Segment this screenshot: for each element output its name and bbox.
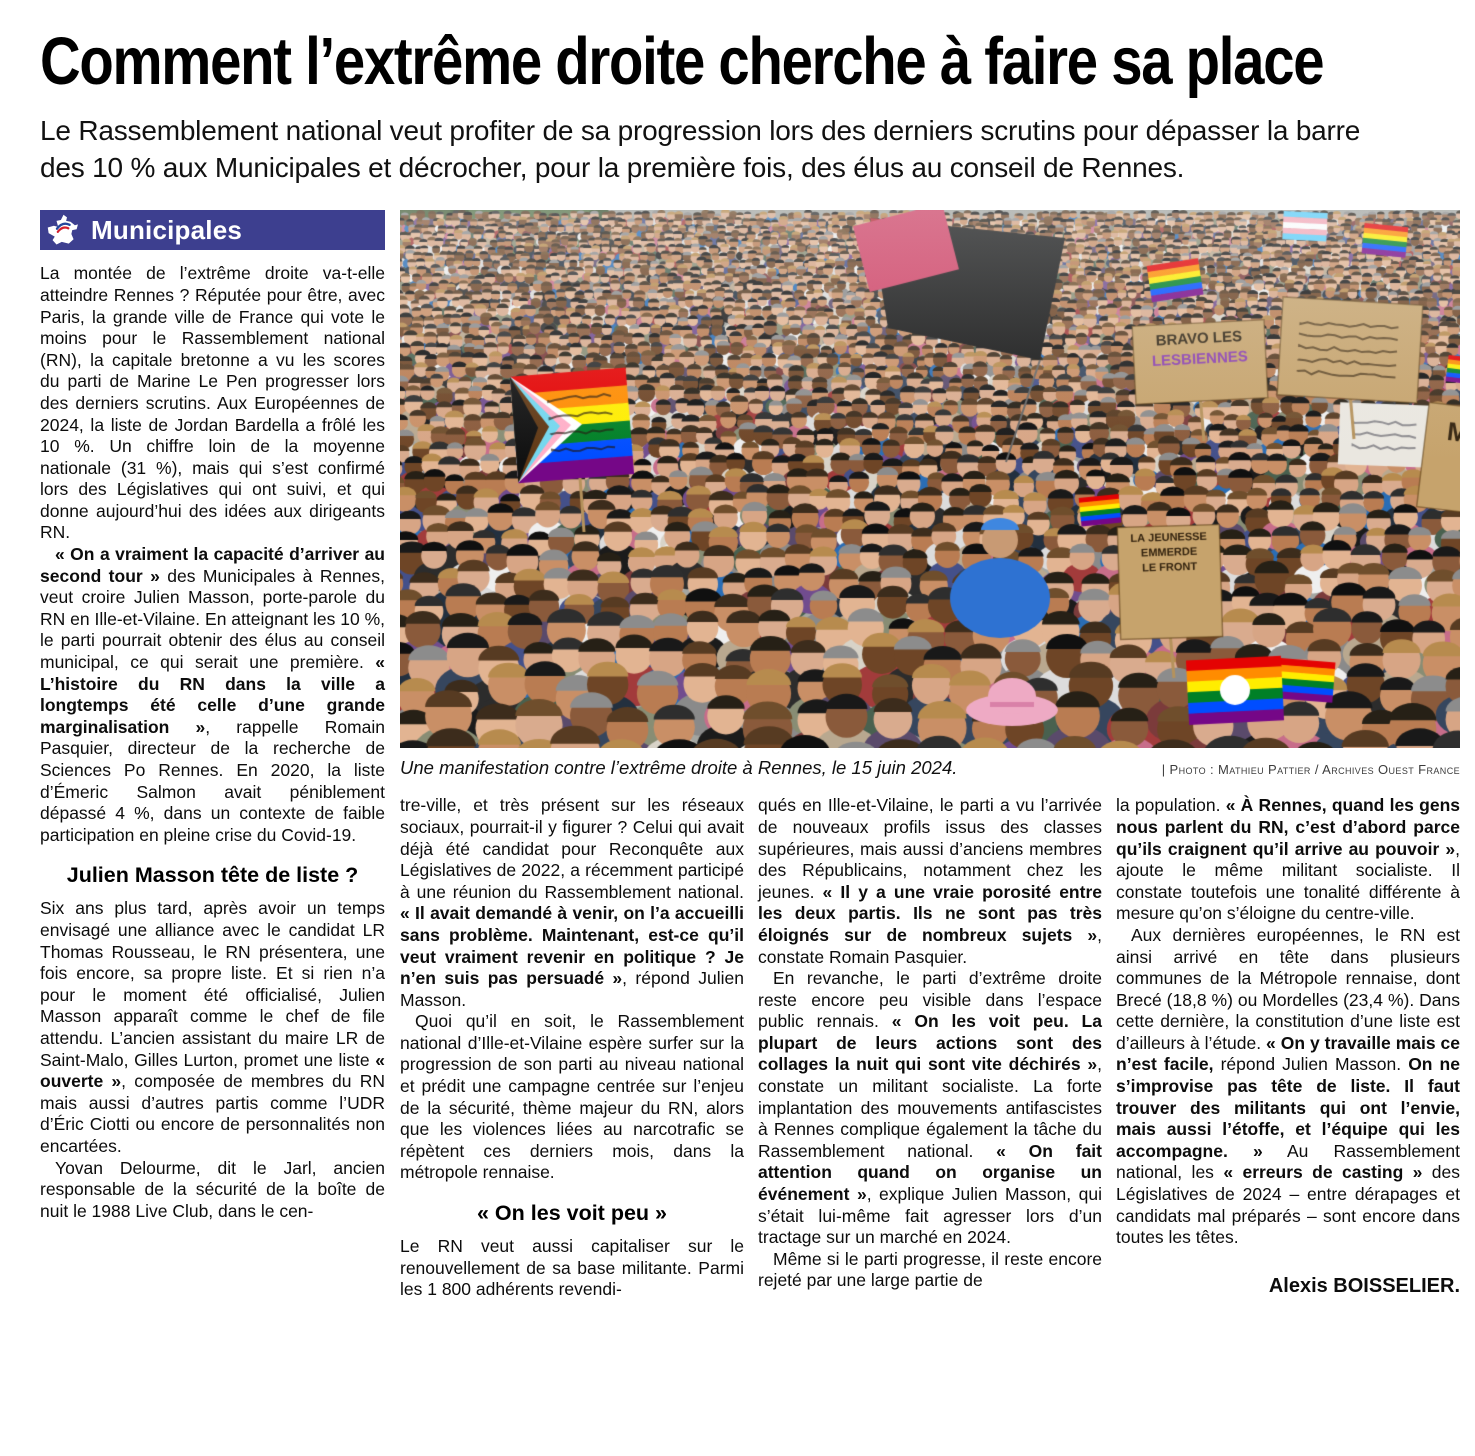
paragraph: qués en Ille-et-Vilaine, le parti a vu l’arrivée de nouveaux profils issus des classes supérieures, mais aussi d’anciens membres des Républicains, notamment chez les jeunes. « Il y a une vraie porosité entre les deux partis. Ils ne sont pas très éloignés sur de nombreux sujets », constate Romain Pasquier.	[758, 795, 1102, 967]
bottom-columns	[400, 795, 1460, 1300]
paragraph: Même si le parti progresse, il reste encore rejeté par une large partie de	[758, 1248, 1102, 1291]
paragraph: tre-ville, et très présent sur les réseaux sociaux, pourrait-il y figurer ? Celui qui avait déjà été candidat pour Reconquête aux Législatives de 2022, a récemment participé à une réunion du Rassemblement national. « Il avait demandé à venir, on l’a accueilli sans problème. Maintenant, est-ce qu’il veut vraiment revenir en politique ? Je n’en suis pas persuadé », répond Julien Masson.	[400, 795, 744, 1010]
caption-row	[400, 757, 1460, 779]
article-column-3	[758, 795, 1102, 1300]
section-badge-label: Municipales	[91, 214, 243, 245]
crosshead: Julien Masson tête de liste ?	[66, 863, 359, 888]
standfirst: Le Rassemblement national veut profiter de sa progression lors des derniers scrutins pour dépasser la barre des 10 % aux Municipales et décrocher, pour la première fois, des élus au conseil de Rennes.	[40, 115, 1361, 184]
headline: Comment l’extrême droite cherche à faire sa place	[40, 24, 1324, 99]
photo-and-columns	[400, 210, 1460, 1300]
crosshead: « On les voit peu »	[477, 1201, 667, 1226]
paragraph: Le RN veut aussi capitaliser sur le renouvellement de sa base militante. Parmi les 1 800 adhérents revendi-	[400, 1236, 744, 1300]
paragraph: la population. « À Rennes, quand les gens nous parlent du RN, c’est d’abord parce qu’ils craignent qu’il arrive au pouvoir », ajoute le même militant socialiste. Il constate toutefois une tonalité différente à mesure qu’on s’éloigne du centre-ville.	[1116, 795, 1460, 924]
paragraph: La montée de l’extrême droite va-t-elle atteindre Rennes ? Réputée pour être, avec Paris, la grande ville de France qui vote le moins pour le Rassemblement national (RN), la capitale bretonne a vu les scores du parti de Marine Le Pen progresser lors des derniers scrutins. Aux Européennes de 2024, la liste de Jordan Bardella a frôlé les 10 %. Un chiffre loin de la moyenne nationale (31 %), mais qui s’est confirmé lors des Législatives qui ont suivi, et qui donne aujourd’hui des idées aux dirigeants RN.	[40, 263, 385, 543]
article-body	[40, 210, 1460, 1300]
section-badge	[40, 210, 385, 250]
paragraph: Yovan Delourme, dit le Jarl, ancien responsable de la sécurité de la boîte de nuit le 1988 Live Club, dans le cen-	[40, 1157, 385, 1221]
photo-caption: Une manifestation contre l’extrême droite à Rennes, le 15 juin 2024.	[400, 757, 958, 779]
paragraph: Six ans plus tard, après avoir un temps envisagé une alliance avec le candidat LR Thomas Rousseau, le RN présentera, une fois encore, sa propre liste. Et si rien n’a pour le moment été officialisé, Julien Masson apparaît comme le chef de file attendu. L’ancien assistant du maire LR de Saint-Malo, Gilles Lurton, promet une liste « ouverte », composée de membres du RN mais aussi d’autres partis comme l’UDR d’Éric Ciotti ou encore de personnalités non encartées.	[40, 898, 385, 1156]
article-column-1	[40, 210, 385, 1300]
paragraph: « On a vraiment la capacité d’arriver au second tour » des Municipales à Rennes, veut croire Julien Masson, porte-parole du RN en Ille-et-Vilaine. En atteignant les 10 %, le parti pourrait obtenir des élus au conseil municipal, ce qui serait une première. « L’histoire du RN dans la ville a longtemps été celle d’une grande marginalisation », rappelle Romain Pasquier, directeur de la recherche de Sciences Po Rennes. En 2020, la liste d’Émeric Salmon avait péniblement dépassé 4 %, dans un contexte de faible participation en pleine crise du Covid-19.	[40, 544, 386, 845]
photo-credit: | Photo : Mathieu Pattier / Archives Ouest France	[1161, 762, 1460, 778]
paragraph: Quoi qu’il en soit, le Rassemblement national d’Ille-et-Vilaine espère surfer sur la progression de son parti au niveau national et prédit une campagne centrée sur l’enjeu de la sécurité, thème majeur du RN, alors que les violences liées au narcotrafic se répètent ces derniers mois, dans la métropole rennaise.	[400, 1011, 744, 1183]
paragraph: Aux dernières européennes, le RN est ainsi arrivé en tête dans plusieurs communes de la Métropole rennaise, dont Brecé (18,8 %) ou Mordelles (23,4 %). Dans cette dernière, la constitution d’une liste est d’ailleurs à l’étude. « On y travaille mais ce n’est facile, répond Julien Masson. On ne s’improvise pas tête de liste. Il faut trouver des militants qui ont l’envie, mais aussi l’étoffe, et l’équipe qui les accompagne. » Au Rassemblement national, les « erreurs de casting » des Législatives de 2024 – entre dérapages et candidats mal préparés – sont encore dans toutes les têtes.	[1116, 924, 1461, 1248]
france-map-icon	[46, 213, 81, 248]
paragraph: En revanche, le parti d’extrême droite reste encore peu visible dans l’espace public rennais. « On les voit peu. La plupart de leurs actions sont des collages la nuit qui sont vite déchirés », constate un militant socialiste. La forte implantation des mouvements antifascistes à Rennes complique également la tâche du Rassemblement national. « On fait attention quand on organise un événement », explique Julien Masson, qui s’était lui-même fait agresser lors d’un tractage sur un marché en 2024.	[758, 968, 1103, 1248]
article-column-1-text	[40, 263, 385, 1222]
author-byline: Alexis BOISSELIER.	[1268, 1274, 1460, 1297]
article-column-4	[1116, 795, 1460, 1300]
article-column-2	[400, 795, 744, 1300]
demonstration-photo	[400, 210, 1460, 748]
